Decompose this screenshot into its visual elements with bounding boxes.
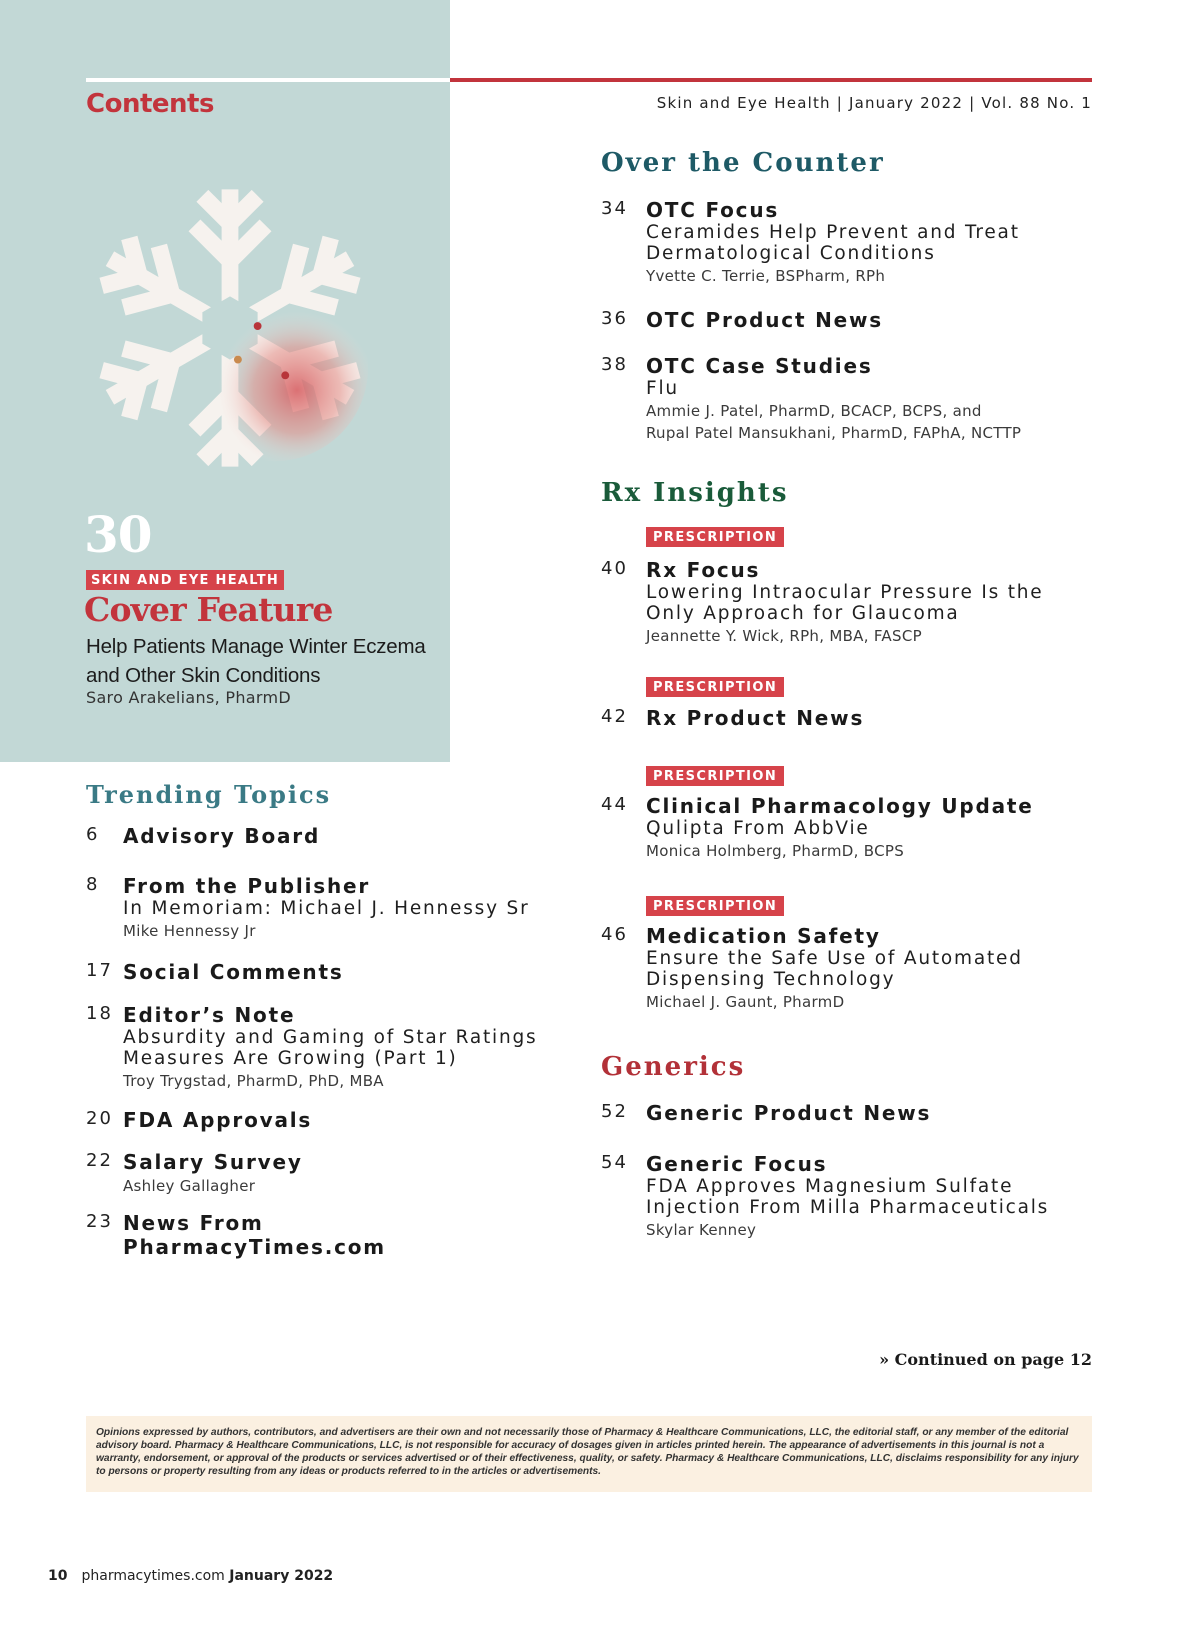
entry-page-number: 36 <box>601 308 628 329</box>
entry-page-number: 23 <box>86 1211 113 1232</box>
entry-subtitle: FDA Approves Magnesium Sulfate <box>646 1176 1014 1197</box>
entry-page-number: 44 <box>601 794 628 815</box>
entry-subtitle: Only Approach for Glaucoma <box>646 603 960 624</box>
footer-page-number: 10 <box>48 1568 68 1584</box>
toc-entry-rx-product-news[interactable] <box>601 706 864 730</box>
entry-subtitle: Flu <box>646 378 679 399</box>
entry-page-number: 6 <box>86 824 100 845</box>
disclaimer-text: Opinions expressed by authors, contributors, and advertisers are their own and not necessarily those of Pharmacy & Healthcare Communications, LLC, the editorial staff, or any member of the editorial advisory board. Pharmacy & Healthcare Communications, LLC, is not responsible for accuracy of dosages given in articles printed herein. The appearance of advertisements in this journal is not a warranty, endorsement, or approval of the products or services advertised or of their effectiveness, quality, or safety. Pharmacy & Healthcare Communications, LLC, disclaims responsibility for any injury to persons or property resulting from any ideas or products referred to in the articles or advertisements. <box>96 1427 1079 1477</box>
entry-title[interactable]: FDA Approvals <box>123 1108 313 1132</box>
entry-author: Skylar Kenney <box>646 1221 757 1239</box>
entry-page-number: 8 <box>86 874 100 895</box>
entry-page-number: 46 <box>601 924 628 945</box>
toc-entry-rx-focus[interactable] <box>601 558 1043 647</box>
cover-page-number: 30 <box>84 505 152 564</box>
entry-title[interactable]: Rx Product News <box>646 706 865 730</box>
entry-page-number: 40 <box>601 558 628 579</box>
entry-title[interactable]: Editor’s Note <box>123 1003 296 1027</box>
entry-page-number: 22 <box>86 1150 113 1171</box>
entry-subtitle: Ensure the Safe Use of Automated <box>646 948 1023 969</box>
section-heading-rx: Rx Insights <box>601 478 789 508</box>
entry-subtitle: In Memoriam: Michael J. Hennessy Sr <box>123 898 530 919</box>
entry-title[interactable]: Generic Focus <box>646 1152 828 1176</box>
toc-entry-news-from-pharmacytimes[interactable] <box>86 1211 386 1259</box>
header-rule-right <box>450 78 1092 82</box>
toc-entry-medication-safety[interactable] <box>601 924 1023 1013</box>
entry-page-number: 20 <box>86 1108 113 1129</box>
toc-entry-generic-product-news[interactable] <box>601 1101 931 1125</box>
issue-line: Skin and Eye Health | January 2022 | Vol. 88 No. 1 <box>656 94 1092 112</box>
entry-page-number: 52 <box>601 1101 628 1122</box>
header-rule-left <box>86 78 450 82</box>
entry-author: Monica Holmberg, PharmD, BCPS <box>646 842 905 860</box>
entry-title[interactable]: Social Comments <box>123 960 344 984</box>
entry-subtitle: Qulipta From AbbVie <box>646 818 870 839</box>
toc-entry-generic-focus[interactable] <box>601 1152 1049 1241</box>
entry-title[interactable]: OTC Case Studies <box>646 354 873 378</box>
snowflake-icon[interactable] <box>82 178 378 478</box>
contents-title: Contents <box>86 89 214 119</box>
toc-entry-advisory-board[interactable] <box>86 824 320 848</box>
entry-subtitle: Injection From Milla Pharmaceuticals <box>646 1197 1050 1218</box>
footer-site[interactable]: pharmacytimes.com <box>81 1568 225 1584</box>
toc-entry-otc-product-news[interactable] <box>601 308 883 332</box>
entry-title[interactable]: OTC Product News <box>646 308 883 332</box>
toc-entry-otc-focus[interactable] <box>601 198 1020 287</box>
entry-page-number: 17 <box>86 960 113 981</box>
continued-link[interactable]: » Continued on page 12 <box>879 1350 1092 1369</box>
disclaimer-box <box>86 1416 1092 1492</box>
entry-subtitle: Dermatological Conditions <box>646 243 936 264</box>
entry-subtitle: Measures Are Growing (Part 1) <box>123 1048 458 1069</box>
toc-entry-salary-survey[interactable] <box>86 1150 303 1197</box>
section-heading-generics: Generics <box>601 1052 746 1082</box>
entry-subtitle: Lowering Intraocular Pressure Is the <box>646 582 1044 603</box>
toc-entry-otc-case-studies[interactable] <box>601 354 1021 444</box>
entry-subtitle: Ceramides Help Prevent and Treat <box>646 222 1020 243</box>
entry-author: Jeannette Y. Wick, RPh, MBA, FASCP <box>646 627 922 645</box>
entry-page-number: 18 <box>86 1003 113 1024</box>
entry-page-number: 42 <box>601 706 628 727</box>
cover-author: Saro Arakelians, PharmD <box>86 688 291 707</box>
entry-author: Michael J. Gaunt, PharmD <box>646 993 845 1011</box>
cover-heading[interactable]: Cover Feature <box>84 590 333 629</box>
toc-entry-from-publisher[interactable] <box>86 874 530 942</box>
prescription-badge: PRESCRIPTION <box>646 766 784 786</box>
entry-title[interactable]: Generic Product News <box>646 1101 932 1125</box>
prescription-badge: PRESCRIPTION <box>646 896 784 916</box>
cover-description[interactable]: Help Patients Manage Winter Eczema and Other Skin Conditions <box>86 635 426 687</box>
entry-page-number: 54 <box>601 1152 628 1173</box>
entry-author: Ashley Gallagher <box>123 1177 256 1195</box>
toc-entry-social-comments[interactable] <box>86 960 344 984</box>
entry-author: Mike Hennessy Jr <box>123 922 256 940</box>
entry-title[interactable]: Advisory Board <box>123 824 321 848</box>
entry-title[interactable]: Rx Focus <box>646 558 761 582</box>
entry-author: Troy Trygstad, PharmD, PhD, MBA <box>123 1072 384 1090</box>
section-heading-trending: Trending Topics <box>86 780 332 809</box>
entry-subtitle: Absurdity and Gaming of Star Ratings <box>123 1027 538 1048</box>
entry-title-line2[interactable]: PharmacyTimes.com <box>123 1235 386 1259</box>
toc-entry-clinical-pharmacology[interactable] <box>601 794 1034 862</box>
entry-author: Yvette C. Terrie, BSPharm, RPh <box>646 267 886 285</box>
entry-author: Ammie J. Patel, PharmD, BCACP, BCPS, and <box>646 402 982 420</box>
entry-title[interactable]: Medication Safety <box>646 924 881 948</box>
entry-author: Rupal Patel Mansukhani, PharmD, FAPhA, NCTTP <box>646 424 1022 442</box>
section-heading-otc: Over the Counter <box>601 148 885 178</box>
entry-title[interactable]: Clinical Pharmacology Update <box>646 794 1034 818</box>
toc-entry-editors-note[interactable] <box>86 1003 538 1092</box>
entry-title[interactable]: Salary Survey <box>123 1150 303 1174</box>
entry-subtitle: Dispensing Technology <box>646 969 896 990</box>
entry-page-number: 34 <box>601 198 628 219</box>
prescription-badge: PRESCRIPTION <box>646 527 784 547</box>
footer-month: January 2022 <box>229 1568 334 1584</box>
page-footer <box>48 1568 333 1584</box>
entry-page-number: 38 <box>601 354 628 375</box>
entry-title[interactable]: News From <box>123 1211 264 1235</box>
entry-title[interactable]: From the Publisher <box>123 874 371 898</box>
cover-tag: SKIN AND EYE HEALTH <box>86 570 284 590</box>
entry-title[interactable]: OTC Focus <box>646 198 780 222</box>
toc-entry-fda-approvals[interactable] <box>86 1108 312 1132</box>
prescription-badge: PRESCRIPTION <box>646 677 784 697</box>
